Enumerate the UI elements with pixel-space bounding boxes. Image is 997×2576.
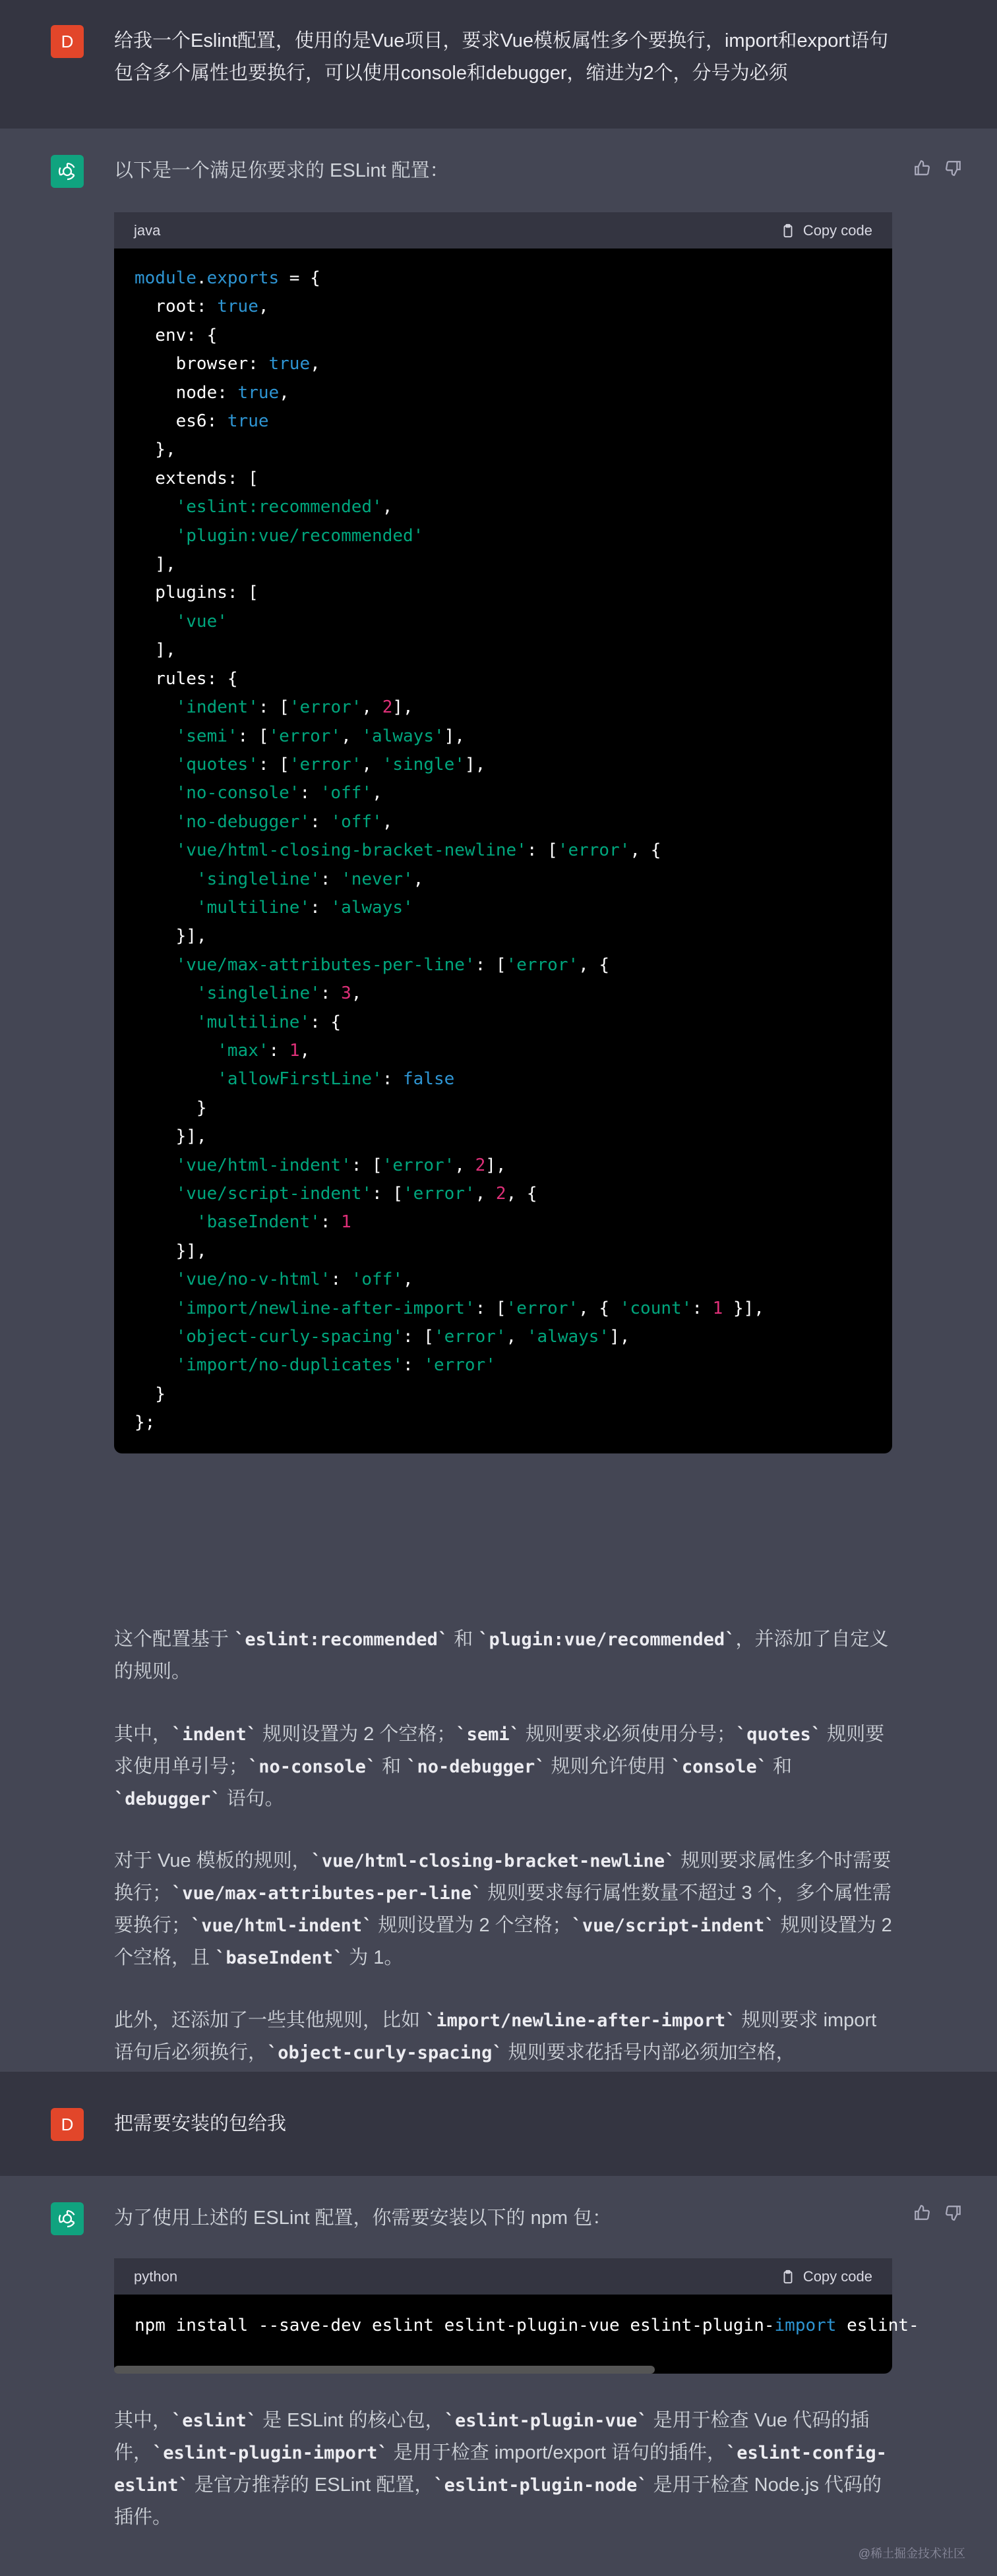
assistant-message-2 <box>0 2176 997 2576</box>
assistant-intro: 为了使用上述的 ESLint 配置，你需要安装以下的 npm 包： <box>114 2208 612 2229</box>
code-language: python <box>134 2268 178 2285</box>
assistant-message-1 <box>0 129 997 2072</box>
thumbs-up-icon[interactable] <box>911 158 932 179</box>
user-message-2 <box>0 2072 997 2176</box>
assistant-intro: 以下是一个满足你要求的 ESLint 配置： <box>114 160 449 181</box>
user-avatar: D <box>51 2108 84 2141</box>
code-block <box>114 212 892 1453</box>
openai-logo-icon <box>51 155 84 188</box>
thumbs-down-icon[interactable] <box>943 158 964 179</box>
feedback-actions <box>911 2202 964 2223</box>
watermark: @稀土掘金技术社区 <box>858 2547 965 2560</box>
horizontal-scrollbar[interactable] <box>114 2366 655 2374</box>
explanation-paragraph-4: 此外，还添加了一些其他规则，比如 `import/newline-after-import` 规则要求 import 语句后必须换行，`object-curly-spacing` 规则要求花括号内部必须加空格， <box>114 2010 877 2063</box>
clipboard-icon <box>781 2269 795 2285</box>
user-message-text: 把需要安装的包给我 <box>114 2113 287 2134</box>
user-message-1 <box>0 0 997 129</box>
feedback-actions <box>911 158 964 179</box>
explanation-paragraph-1: 这个配置基于 `eslint:recommended` 和 `plugin:vue/recommended`，并添加了自定义的规则。 <box>114 1629 889 1682</box>
thumbs-up-icon[interactable] <box>911 2202 932 2223</box>
explanation-paragraph-2: 其中，`indent` 规则设置为 2 个空格；`semi` 规则要求必须使用分号；`quotes` 规则要求使用单引号；`no-console` 和 `no-debugger` 规则允许使用 `console` 和 `debugger` 语句。 <box>114 1724 885 1809</box>
user-message-text: 给我一个Eslint配置，使用的是Vue项目，要求Vue模板属性多个要换行，import和export语句包含多个属性也要换行，可以使用console和debugger，缩进为2个，分号为必须 <box>114 30 889 84</box>
user-avatar: D <box>51 25 84 58</box>
copy-code-button[interactable]: Copy code <box>781 2268 872 2285</box>
code-language: java <box>134 221 161 239</box>
package-explanation: 其中，`eslint` 是 ESLint 的核心包，`eslint-plugin-vue` 是用于检查 Vue 代码的插件，`eslint-plugin-import` 是用于检查 import/export 语句的插件，`eslint-config-eslint` 是官方推荐的 ESLint 配置，`eslint-plugin-node` 是用于检查 Node.js 代码的插件。 <box>114 2410 887 2528</box>
code-content: npm install --save-dev eslint eslint-plugin-vue eslint-plugin-import eslint- <box>135 2316 919 2335</box>
clipboard-icon <box>781 223 795 239</box>
code-content: module.exports = { root: true, env: { browser: true, node: true, es6: true }, extends: [ 'eslint:recommended', 'plugin:vue/recommended' ], plugins: [ 'vue' ], rules: { 'indent': ['error', 2], 'semi': ['error', 'always'], 'quotes': ['error', 'single'], 'no-console': 'off', 'no-debugger': 'off', 'vue/html-closing-bracket-newline': ['error', { 'singleline': 'never', 'multiline': 'always' }], 'vue/max-attributes-per-line': ['error', { 'singleline': 3, 'multiline': { 'max': 1, 'allowFirstLine': false } }], 'vue/html-indent': ['error', 2], 'vue/script-indent': ['error', 2, { 'baseIndent': 1 }], 'vue/no-v-html': 'off', 'import/newline-after-import': ['error', { 'count': 1 }], 'object-curly-spacing': ['error', 'always'], 'import/no-duplicates': 'error' } }; <box>135 268 764 1433</box>
explanation-paragraph-3: 对于 Vue 模板的规则，`vue/html-closing-bracket-newline` 规则要求属性多个时需要换行；`vue/max-attributes-per-line` 规则要求每行属性数量不超过 3 个，多个属性需要换行；`vue/html-indent` 规则设置为 2 个空格；`vue/script-indent` 规则设置为 2 个空格，且 `baseIndent` 为 1。 <box>114 1850 892 1968</box>
code-block-header <box>114 2258 892 2295</box>
copy-code-button[interactable]: Copy code <box>781 222 872 239</box>
openai-logo-icon <box>51 2202 84 2235</box>
code-block-header <box>114 212 892 249</box>
code-block <box>114 2258 919 2374</box>
thumbs-down-icon[interactable] <box>943 2202 964 2223</box>
